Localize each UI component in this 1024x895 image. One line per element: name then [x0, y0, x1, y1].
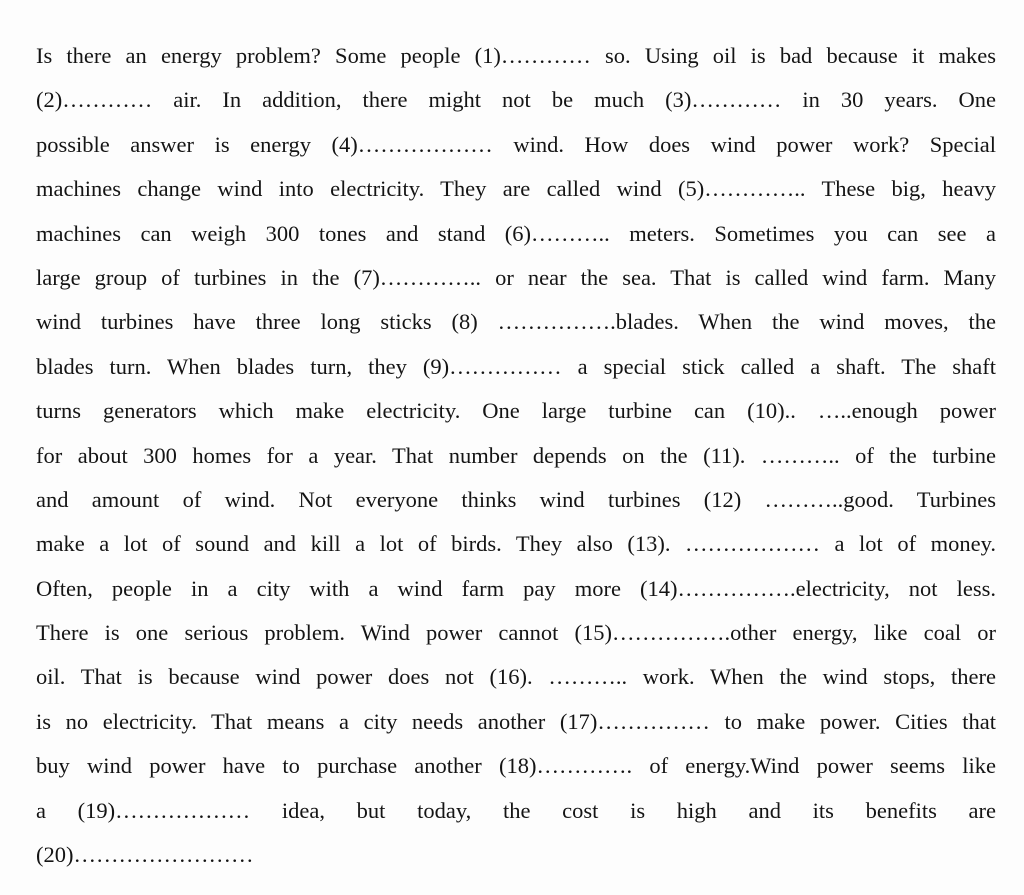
passage-line-14: There is one serious problem. Wind power cannot (15)…………….other energy, like coal or	[36, 620, 996, 646]
passage-line-13: Often, people in a city with a wind farm pay more (14)…………….electricity, not less.	[36, 575, 996, 601]
passage-line-12: make a lot of sound and kill a lot of birds. They also (13). ……………… a lot of money.	[36, 531, 996, 557]
cloze-passage	[36, 34, 996, 877]
passage-line-2: (2)………… air. In addition, there might not be much (3)………… in 30 years. One	[36, 87, 996, 113]
passage-line-11: and amount of wind. Not everyone thinks wind turbines (12) ………..good. Turbines	[36, 486, 996, 512]
passage-line-4: machines change wind into electricity. They are called wind (5)………….. These big, heavy	[36, 176, 996, 202]
passage-line-5: machines can weigh 300 tones and stand (6)……….. meters. Sometimes you can see a	[36, 220, 996, 246]
passage-line-15: oil. That is because wind power does not (16). ……….. work. When the wind stops, there	[36, 664, 996, 690]
passage-line-7: wind turbines have three long sticks (8) …………….blades. When the wind moves, the	[36, 309, 996, 335]
passage-line-17: buy wind power have to purchase another (18)…………. of energy.Wind power seems like	[36, 753, 996, 779]
passage-line-10: for about 300 homes for a year. That number depends on the (11). ……….. of the turbine	[36, 442, 996, 468]
passage-line-18: a (19)……………… idea, but today, the cost is high and its benefits are	[36, 797, 996, 823]
passage-line-8: blades turn. When blades turn, they (9)…………… a special stick called a shaft. The shaft	[36, 353, 996, 379]
passage-line-3: possible answer is energy (4)……………… wind. How does wind power work? Special	[36, 131, 996, 157]
passage-line-9: turns generators which make electricity. One large turbine can (10).. …..enough power	[36, 398, 996, 424]
passage-line-6: large group of turbines in the (7)………….. or near the sea. That is called wind farm. Many	[36, 264, 996, 290]
passage-line-19: (20)……………………	[36, 842, 254, 868]
passage-line-16: is no electricity. That means a city needs another (17)…………… to make power. Cities that	[36, 708, 996, 734]
passage-line-1: Is there an energy problem? Some people (1)………… so. Using oil is bad because it makes	[36, 43, 996, 68]
